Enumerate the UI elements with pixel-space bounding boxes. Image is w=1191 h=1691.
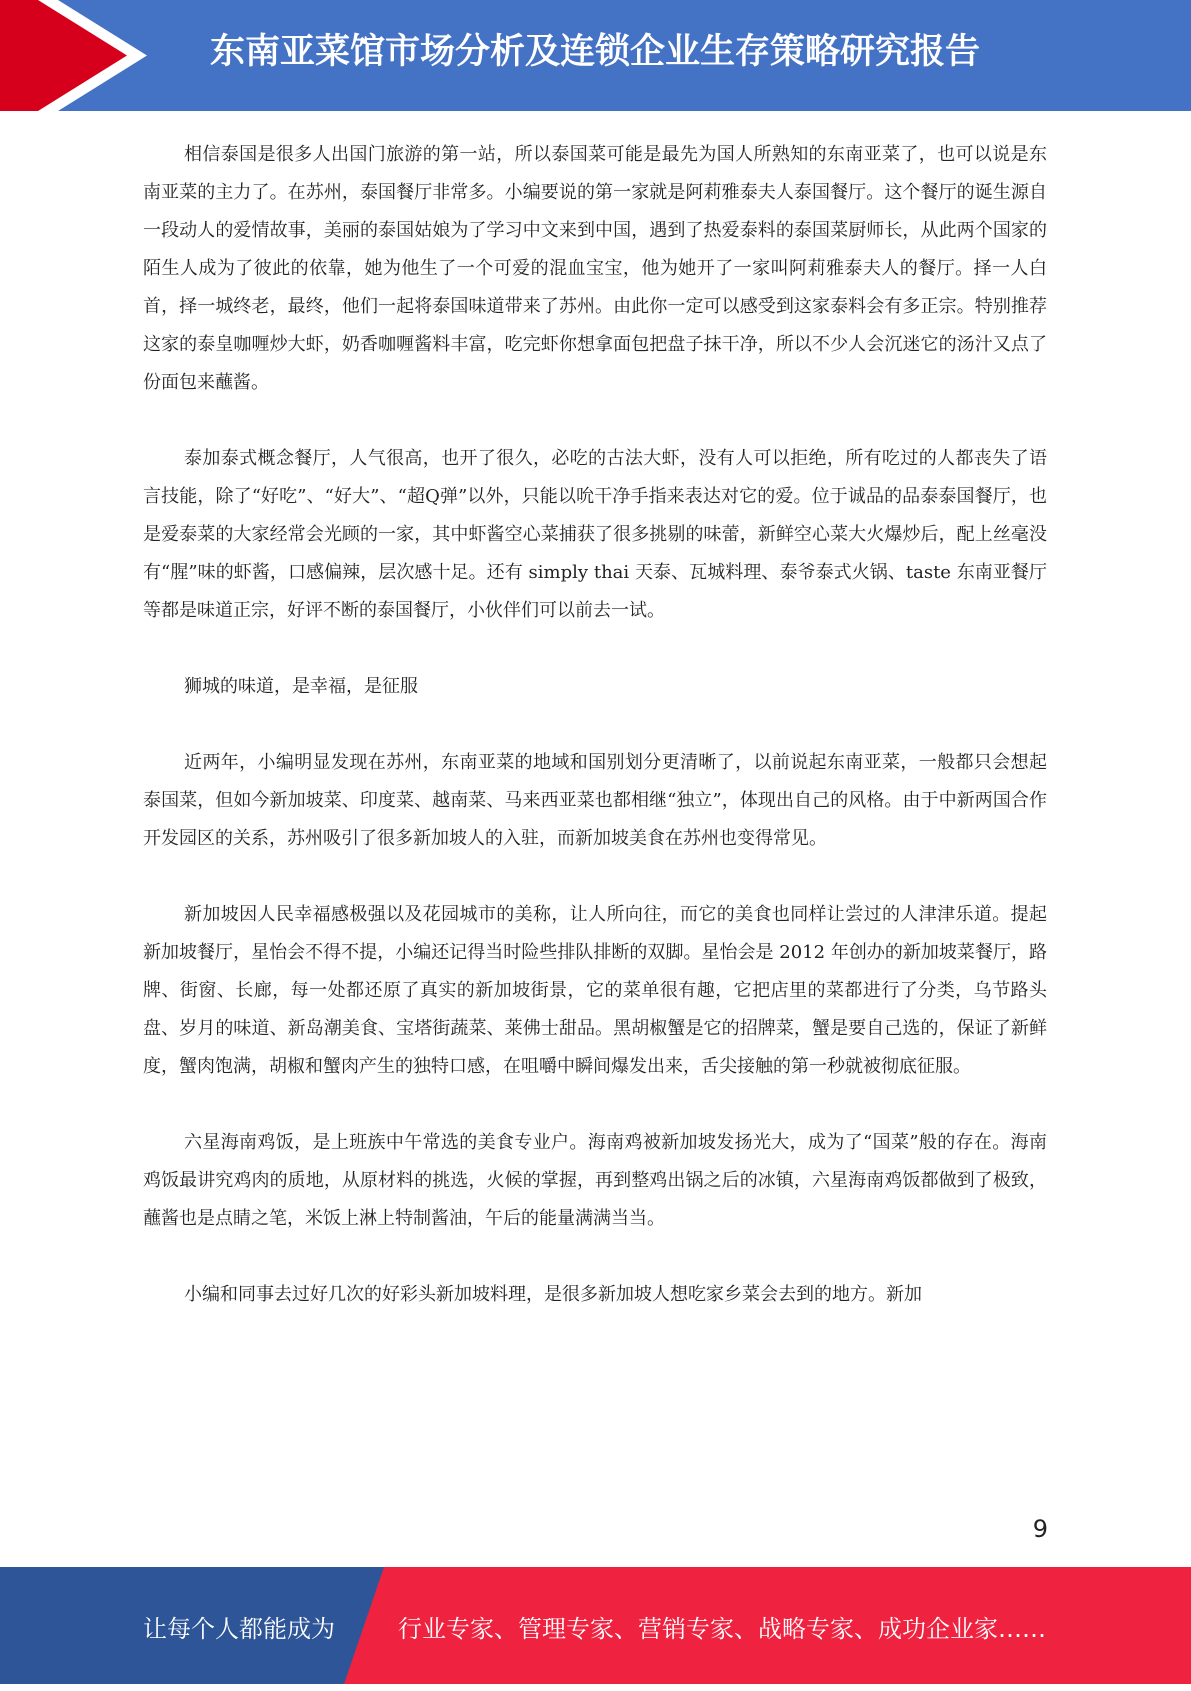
page-footer-banner: [0, 1567, 1191, 1684]
article-body: [143, 136, 1047, 1314]
paragraph-regional-cuisines: 近两年，小编明显发现在苏州，东南亚菜的地域和国别划分更清晰了，以前说起东南亚菜，一般都只会想起泰国菜，但如今新加坡菜、印度菜、越南菜、马来西亚菜也都相继“独立”，体现出自己的风格。由于中新两国合作开发园区的关系，苏州吸引了很多新加坡人的入驻，而新加坡美食在苏州也变得常见。: [143, 752, 1047, 849]
report-title: 东南亚菜馆市场分析及连锁企业生存策略研究报告: [210, 32, 981, 72]
page-header-bar: [0, 0, 1191, 111]
paragraph-thai-concept-restaurants: 泰加泰式概念餐厅，人气很高，也开了很久，必吃的古法大虾，没有人可以拒绝，所有吃过的人都丧失了语言技能，除了“好吃”、“好大”、“超Q弹”以外，只能以吮干净手指来表达对它的爱。位于诚品的品泰泰国餐厅，也是爱泰菜的大家经常会光顾的一家，其中虾酱空心菜捕获了很多挑剔的味蕾，新鲜空心菜大火爆炒后，配上丝毫没有“腥”味的虾酱，口感偏辣，层次感十足。还有 simply thai 天泰、瓦城料理、泰爷泰式火锅、taste 东南亚餐厅等都是味道正宗，好评不断的泰国餐厅，小伙伴们可以前去一试。: [143, 448, 1047, 621]
page-number: 9: [1032, 1515, 1048, 1543]
footer-slogan-right: 行业专家、管理专家、营销专家、战略专家、成功企业家……: [398, 1615, 1046, 1643]
paragraph-good-luck-restaurant: 小编和同事去过好几次的好彩头新加坡料理，是很多新加坡人想吃家乡菜会去到的地方。新加: [184, 1284, 922, 1305]
section-heading-singapore: 狮城的味道，是幸福，是征服: [184, 676, 418, 697]
paragraph-singapore-restaurant: 新加坡因人民幸福感极强以及花园城市的美称，让人所向往，而它的美食也同样让尝过的人津津乐道。提起新加坡餐厅，星怡会不得不提，小编还记得当时险些排队排断的双脚。星怡会是 2012 年创办的新加坡菜餐厅，路牌、街窗、长廊，每一处都还原了真实的新加坡街景，它的菜单很有趣，它把店里的菜都进行了分类，乌节路头盘、岁月的味道、新岛潮美食、宝塔街蔬菜、莱佛士甜品。黑胡椒蟹是它的招牌菜，蟹是要自己选的，保证了新鲜度，蟹肉饱满，胡椒和蟹肉产生的独特口感，在咀嚼中瞬间爆发出来，舌尖接触的第一秒就被彻底征服。: [143, 904, 1047, 1077]
paragraph-thai-restaurant-aliya: 相信泰国是很多人出国门旅游的第一站，所以泰国菜可能是最先为国人所熟知的东南亚菜了，也可以说是东南亚菜的主力了。在苏州，泰国餐厅非常多。小编要说的第一家就是阿莉雅泰夫人泰国餐厅。这个餐厅的诞生源自一段动人的爱情故事，美丽的泰国姑娘为了学习中文来到中国，遇到了热爱泰料的泰国菜厨师长，从此两个国家的陌生人成为了彼此的依靠，她为他生了一个可爱的混血宝宝，他为她开了一家叫阿莉雅泰夫人的餐厅。择一人白首，择一城终老，最终，他们一起将泰国味道带来了苏州。由此你一定可以感受到这家泰料会有多正宗。特别推荐这家的泰皇咖喱炒大虾，奶香咖喱酱料丰富，吃完虾你想拿面包把盘子抹干净，所以不少人会沉迷它的汤汁又点了份面包来蘸酱。: [143, 144, 1047, 393]
footer-slogan-left: 让每个人都能成为: [143, 1615, 335, 1643]
paragraph-hainan-chicken-rice: 六星海南鸡饭，是上班族中午常选的美食专业户。海南鸡被新加坡发扬光大，成为了“国菜”般的存在。海南鸡饭最讲究鸡肉的质地，从原材料的挑选，火候的掌握，再到整鸡出锅之后的冰镇，六星海南鸡饭都做到了极致，蘸酱也是点睛之笔，米饭上淋上特制酱油，午后的能量满满当当。: [143, 1132, 1047, 1229]
red-chevron-icon: [0, 0, 160, 111]
